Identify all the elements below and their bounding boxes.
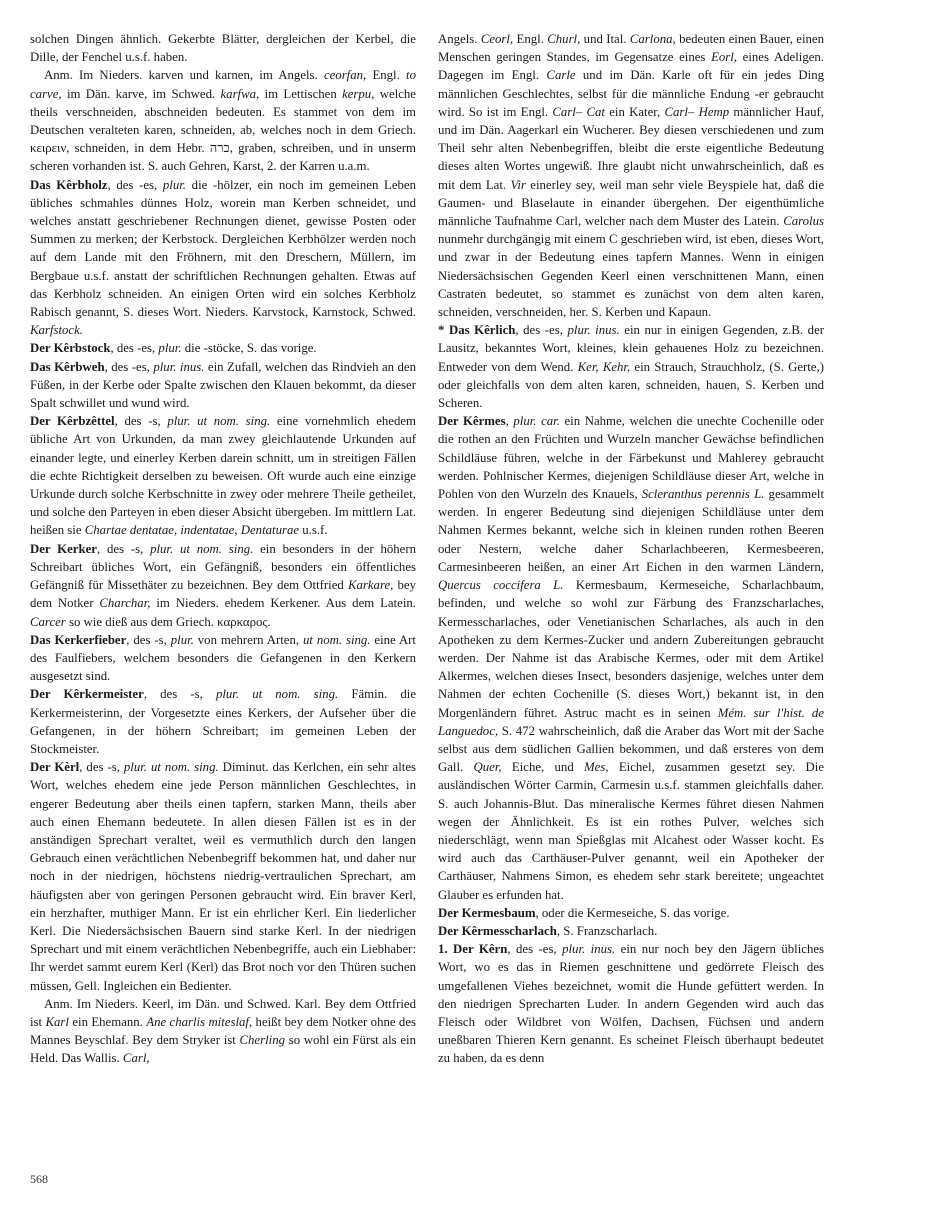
- dictionary-entry: [438, 922, 824, 940]
- text-run: solchen Dingen ähnlich. Gekerbte Blätter, dergleichen der Kerbel, die Dille, der Fenchel u.s.f. haben.: [30, 32, 416, 65]
- italic-term: plur.: [158, 341, 182, 356]
- text-run: ein nur in einigen Gegenden, z.B. der Lausitz, bekanntes Wort, kleines, klein gehauenes Holz zu bezeichnen. Entweder von dem Wend.: [438, 323, 825, 374]
- text-run: so wie dieß aus dem Griech. καρκαρος.: [65, 614, 271, 629]
- italic-term: plur. car.: [513, 414, 560, 429]
- italic-term: plur. ut nom. sing.: [215, 687, 339, 702]
- headword: Der Kerker: [30, 541, 97, 556]
- text-run: ein Strauch, Strauchholz, (S. Gerte,) oder gleichfalls von dem alten karen, schneiden, hauen, S. Kerben und Scheren.: [438, 359, 824, 411]
- headword: Das Kerkerfieber: [30, 632, 127, 647]
- dictionary-entry: [438, 940, 824, 1067]
- text-run: , des -es,: [515, 323, 568, 338]
- italic-term: ceorfan,: [323, 68, 367, 83]
- italic-term: Karfstock.: [30, 323, 83, 338]
- italic-term: karfwa,: [220, 86, 260, 101]
- italic-term: plur. inus.: [567, 323, 620, 338]
- italic-term: plur.: [162, 177, 186, 192]
- dictionary-entry: [30, 358, 416, 413]
- italic-term: Churl,: [547, 32, 581, 46]
- italic-term: Quer,: [473, 760, 502, 775]
- left-column: [30, 30, 416, 1068]
- text-run: und im Dän. Karle oft für ein jedes Ding männlichen Geschlechtes, selbst für die männliche Endung -er gebraucht wird. So ist im Engl.: [438, 68, 825, 119]
- italic-term: Cherling: [239, 1033, 286, 1048]
- right-column: [438, 30, 824, 1068]
- italic-term: Carl,: [122, 1051, 150, 1066]
- italic-term: Quercus coccifera L.: [438, 578, 564, 593]
- italic-term: Carolus: [783, 214, 824, 229]
- italic-term: plur. ut nom. sing.: [167, 414, 271, 429]
- text-run: im Lettischen: [259, 86, 343, 101]
- text-run: männlicher Hauf, und im Dän. Aagerkarl ein Wucherer. Bey diesen verschiedenen und zum Theil sehr alten Nebenbegriffen, bleibt die erste eigentliche Bedeutung dieses alten Wortes ungewiß. Ihre glaubt nicht unwahrscheinlich, daß es mit dem Lat.: [438, 104, 824, 192]
- italic-term: Ker, Kehr,: [577, 359, 631, 374]
- text-run: Diminut. das Kerlchen, ein sehr altes Wort, welches ehedem eine jede Person männlichen Geschlechtes, in engerer Bedeutung aber theils einen tapfern, starken Mann, theils aber auch einen Ehemann bedeutete. In allen diesen Fällen ist es in der anständigen Sprechart veraltet, weil es vermuthlich durch den langen Gebrauch einen verächtlichen Nebenbegriff bekommen hat, und daher nur noch in der niedrigen, höchstens niedrig-vertraulichen Sprechart, am häufigsten aber von geringen Personen gebraucht wird. Ein braver Kerl, ein herzhafter, muthiger Mann. Er ist ein ehrlicher Kerl. Ein liederlicher Kerl. Die Niedersächsischen Bauern sind starke Kerl. In der niedrigen Sprechart und mit einem verächtlichen Nebenbegriffe, auch ein Liebhaber: Ihr werdet sammt eurem Kerl (Kerl) das Brot noch vor den Thüren suchen müssen, Gell. Ingleichen ein Bedienter.: [30, 760, 417, 993]
- text-run: Anm. Im Nieders. Keerl, im Dän. und Schwed. Karl. Bey dem Ottfried ist: [30, 996, 416, 1029]
- text-run: von mehrern Arten,: [193, 632, 303, 647]
- italic-term: Vir: [510, 177, 526, 192]
- text-run: ein Nahme, welchen die unechte Cochenille oder die rothen an den Früchten und Wurzeln mancher Gewächse befindlichen Schildläuse führen, welche in der Färbekunst und Mahlerey gebraucht werden. Pohlnischer Kermes, diejenigen Schildläuse dieser Art, welche in Pohlen von den Wurzeln des Knauels,: [438, 414, 825, 502]
- text-run: welche theils verschneiden, abschneiden bedeuten. Es stammet von dem im Deutschen veralteten karen, schneiden, ab, welches noch in dem Griech. κειρειν, schneiden, in dem Hebr. כרה, graben, schreiben, und in unserm scheren vorhanden ist. S. auch Gehren, Karst, 2. der Karren u.a.m.: [30, 86, 416, 174]
- italic-term: Karkare,: [347, 578, 394, 593]
- text-run: bey dem Notker: [30, 578, 416, 611]
- dictionary-entry: [30, 412, 416, 539]
- text-run: Anm. Im Nieders. karven und karnen, im Angels.: [44, 68, 324, 83]
- text-run: , des -es,: [110, 341, 159, 356]
- text-run: Engl.: [513, 32, 548, 46]
- italic-term: Mes,: [584, 760, 609, 775]
- text-run: S. 472 wahrscheinlich, daß die Araber das Wort mit der Sache selbst aus dem südlichen Gallien bekommen, und daß ersteres von dem Gall.: [438, 723, 824, 775]
- text-run: im Dän. karve, im Schwed.: [61, 86, 221, 101]
- text-run: ein Kater,: [604, 104, 665, 119]
- italic-term: plur.: [170, 632, 194, 647]
- headword: Der Kêrmesscharlach: [438, 923, 557, 938]
- dictionary-entry: [30, 758, 416, 995]
- italic-term: Carcer: [30, 614, 66, 629]
- text-run: bedeuten einen Bauer, einen Menschen geringen Standes, im Gegensatze eines: [438, 32, 824, 65]
- text-run: , des -s,: [79, 760, 124, 775]
- italic-term: Ceorl,: [480, 32, 514, 46]
- italic-term: Mém. sur l'hist. de Languedoc,: [438, 705, 825, 738]
- text-run: im Nieders. ehedem Kerkener. Aus dem Latein.: [150, 596, 416, 611]
- text-run: einerley sey, weil man sehr viele Beyspiele hat, daß die Gaumen- und Blaselaute in einander übergehen. Der eigenthümliche männliche Taufnahme Carl, welcher nach dem Muster des Latein.: [438, 177, 824, 229]
- text-run: die -hölzer, ein noch im gemeinen Leben übliches schmahles dünnes Holz, worein man Kerben schneidet, und welches anstatt geschriebener Rechnungen dienet, gewisse Posten oder Summen zu merken; der Kerbstock. Dergleichen Kerbhölzer werden noch auf dem Lande mit den Fröhnern, mit den Dreschern, Müllern, im Bergbaue u.s.f. anstatt der schriftlichen Rechnungen gehalten. Etwas auf das Kerbholz schneiden. An einigen Orten wird ein solches Kerbholz Rabisch genannt, S. dieses Wort. Nieders. Karvstock, Karnstock, Schwed.: [30, 177, 416, 320]
- italic-term: Carlona,: [629, 32, 676, 46]
- text-run: eine Art des Faulfiebers, welchem besonders die Gefangenen in den Kerkern ausgesetzt sind.: [30, 632, 416, 684]
- italic-term: Carl– Cat: [552, 104, 605, 119]
- text-run: Engl.: [366, 68, 407, 83]
- text-run: , des -es,: [104, 359, 154, 374]
- text-run: ein Zufall, welchen das Rindvieh an den Füßen, in der Kerbe oder Spalte zwischen den Klauen bekommt, da dieser Spalt schwillet und wund wird.: [30, 359, 416, 411]
- headword: 1. Der Kêrn: [438, 942, 508, 957]
- dictionary-entry: [30, 685, 416, 758]
- italic-term: Chartae dentatae, indentatae, Dentaturae: [84, 523, 300, 538]
- text-run: eines Adeligen. Dagegen im Engl.: [438, 50, 825, 83]
- text-run: Kermesbaum, Kermeseiche, Scharlachbaum, befinden, und welche so wohl zur Färbung des Franzscharlaches, Kermesscharlaches, oder Venetianischen Scharlaches, als auch in den Apotheken zu dem Kermes-Zucker und andern Zubereitungen gebraucht werden. Der Nahme ist das Arabische Kermes, oder mit dem Artikel Alkermes, welchen dieses Insect, besonders dasjenige, welches unter dem Nahmen der echten Cochenille (S. dieses Wort,) bekannt ist, in den Morgenländern führet. Astruc macht es in seinen: [438, 578, 824, 720]
- dictionary-entry: [438, 412, 824, 903]
- italic-term: kerpu,: [342, 86, 375, 101]
- annotation-paragraph: [30, 66, 416, 175]
- italic-term: Carl– Hemp: [664, 104, 730, 119]
- italic-term: plur. ut nom. sing.: [123, 760, 219, 775]
- headword: Das Kêrbholz: [30, 177, 108, 192]
- headword: Der Kêrkermeister: [30, 687, 144, 702]
- dictionary-entry: [30, 339, 416, 357]
- text-run: Eichel, zusammen gesetzt sey. Die ausländischen Wörter Carmin, Carmesin u.s.f. stammen gleichfalls daher. S. auch Johannis-Blut. Das mineralische Kermes führet diesen Nahmen wegen der Ähnlichkeit. Es ist ein rothes Pulver, welches sich niederschlägt, wenn man Spießglas mit Alcahest oder Wasser kocht. Es wird auch das Carthäuser-Pulver genannt, weil ein Apotheker der Carthäuser, Nahmens Simon, es ehedem sehr stark bereitete; ungeachtet Glauber es erfunden hat.: [438, 760, 825, 902]
- text-run: , oder die Kermeseiche, S. das vorige.: [535, 905, 730, 920]
- italic-term: Charchar,: [99, 596, 151, 611]
- text-run: , des -s,: [143, 687, 216, 702]
- italic-term: to carve,: [30, 68, 416, 101]
- text-run: heißt bey dem Notker ohne des Mannes Beyschlaf. Bey dem Stryker ist: [30, 1014, 416, 1048]
- paragraph: [30, 30, 416, 66]
- paragraph: [438, 30, 824, 321]
- text-run: die -stöcke, S. das vorige.: [181, 341, 317, 356]
- text-run: , S. Franzscharlach.: [556, 923, 658, 938]
- text-run: Fämin. die Kerkermeisterinn, der Vorgesetzte eines Kerkers, der Aufseher über die Gefangenen, in der höhern Schreibart; im gemeinen Leben der Stockmeister.: [30, 687, 417, 756]
- italic-term: Eorl,: [711, 50, 738, 65]
- text-run: Angels.: [438, 32, 481, 46]
- italic-term: Ane charlis miteslaf,: [146, 1014, 253, 1029]
- italic-term: plur. inus.: [153, 359, 205, 374]
- annotation-paragraph: [30, 995, 416, 1068]
- text-run: ,: [505, 414, 514, 429]
- italic-term: plur. inus.: [562, 942, 616, 957]
- headword: Der Kèrl: [30, 760, 80, 775]
- text-run: nunmehr durchgängig mit einem C geschrieben wird, ist eben, dieses Wort, und zwar in der Bedeutung eines tapfern Mannes. Wenn in einigen Niedersächsischen Gegenden Keerl einen verschnittenen Mann, einen Castraten bedeutet, so stammet es zunächst von dem alten karen, schneiden, verschneiden, her. S. Kerben und Kapaun.: [438, 232, 824, 320]
- dictionary-entry: [30, 631, 416, 686]
- dictionary-entry: [438, 904, 824, 922]
- text-run: , des -es,: [107, 177, 163, 192]
- italic-term: Karl: [45, 1014, 69, 1029]
- dictionary-entry: [438, 321, 824, 412]
- italic-term: Scleranthus perennis L.: [641, 487, 765, 502]
- text-run: , des -s,: [114, 414, 168, 429]
- headword: Der Kêrbzêttel: [30, 414, 115, 429]
- italic-term: ut nom. sing.: [302, 632, 371, 647]
- headword: Der Kermesbaum: [438, 905, 536, 920]
- italic-term: plur. ut nom. sing.: [150, 541, 254, 556]
- italic-term: Carle: [546, 68, 576, 83]
- text-run: so wohl ein Fürst als ein Held. Das Wallis.: [30, 1033, 416, 1066]
- text-run: ein nur noch bey den Jägern übliches Wort, wo es das in Riemen geschnittene und gedörrete Fleisch des umgefallenen Viehes bezeichnet, womit die Hunde gefüttert werden. In den niedrigen Sprecharten Luder. In andern Gegenden wird auch das Fleisch oder Wildbret von Wölfen, Dachsen, Füchsen und andern uneßbaren Thieren Kern genannt. Es scheinet Fleisch überhaupt bedeutet zu haben, da es denn: [438, 942, 824, 1066]
- page-number: 568: [30, 1172, 48, 1186]
- text-run: , des -s,: [96, 541, 151, 556]
- text-run: ein Ehemann.: [68, 1014, 147, 1029]
- headword: Der Kêrbstock: [30, 341, 111, 356]
- text-run: und Ital.: [580, 32, 630, 46]
- headword: Der Kêrmes: [438, 414, 506, 429]
- text-run: gesammelt werden. In engerer Bedeutung sind diejenigen Schildläuse unter dem Nahmen Kermes bekannt, welche sich in kleinen runden rothen Beeren oder Nestern, welche daher Scharlachbeeren, Kermesbeeren, Carmesinbeeren heißen, an einer Art Eichen in den warmen Ländern,: [438, 487, 824, 574]
- dictionary-entry: [30, 540, 416, 631]
- dictionary-entry: [30, 176, 416, 340]
- text-run: ein besonders in der höhern Schreibart übliches Wort, ein Gefängniß, besonders ein öffentliches Gefängniß für Missethäter zu bezeichnen. Bey dem Ottfried: [30, 541, 416, 593]
- text-run: , des -s,: [126, 632, 171, 647]
- text-run: , des -es,: [507, 942, 563, 957]
- text-run: u.s.f.: [299, 523, 328, 538]
- text-run: Eiche, und: [501, 760, 585, 775]
- headword: * Das Kêrlich: [438, 323, 516, 338]
- headword: Das Kêrbweh: [30, 359, 105, 374]
- text-run: eine vornehmlich ehedem übliche Art von Urkunden, da man zwey gleichlautende Urkunden auf einander legte, und einerley Kerben darein schnitt, um in streitigen Fällen die echte Richtigkeit derselben zu beweisen. Oft wurde auch eine einzige Urkunde durch solche Kerbschnitte in zwey oder mehrere Theile getheilet, und solche den Parteyen in eben dieser Absicht übergeben. Im mittlern Lat. heißen sie: [30, 414, 416, 538]
